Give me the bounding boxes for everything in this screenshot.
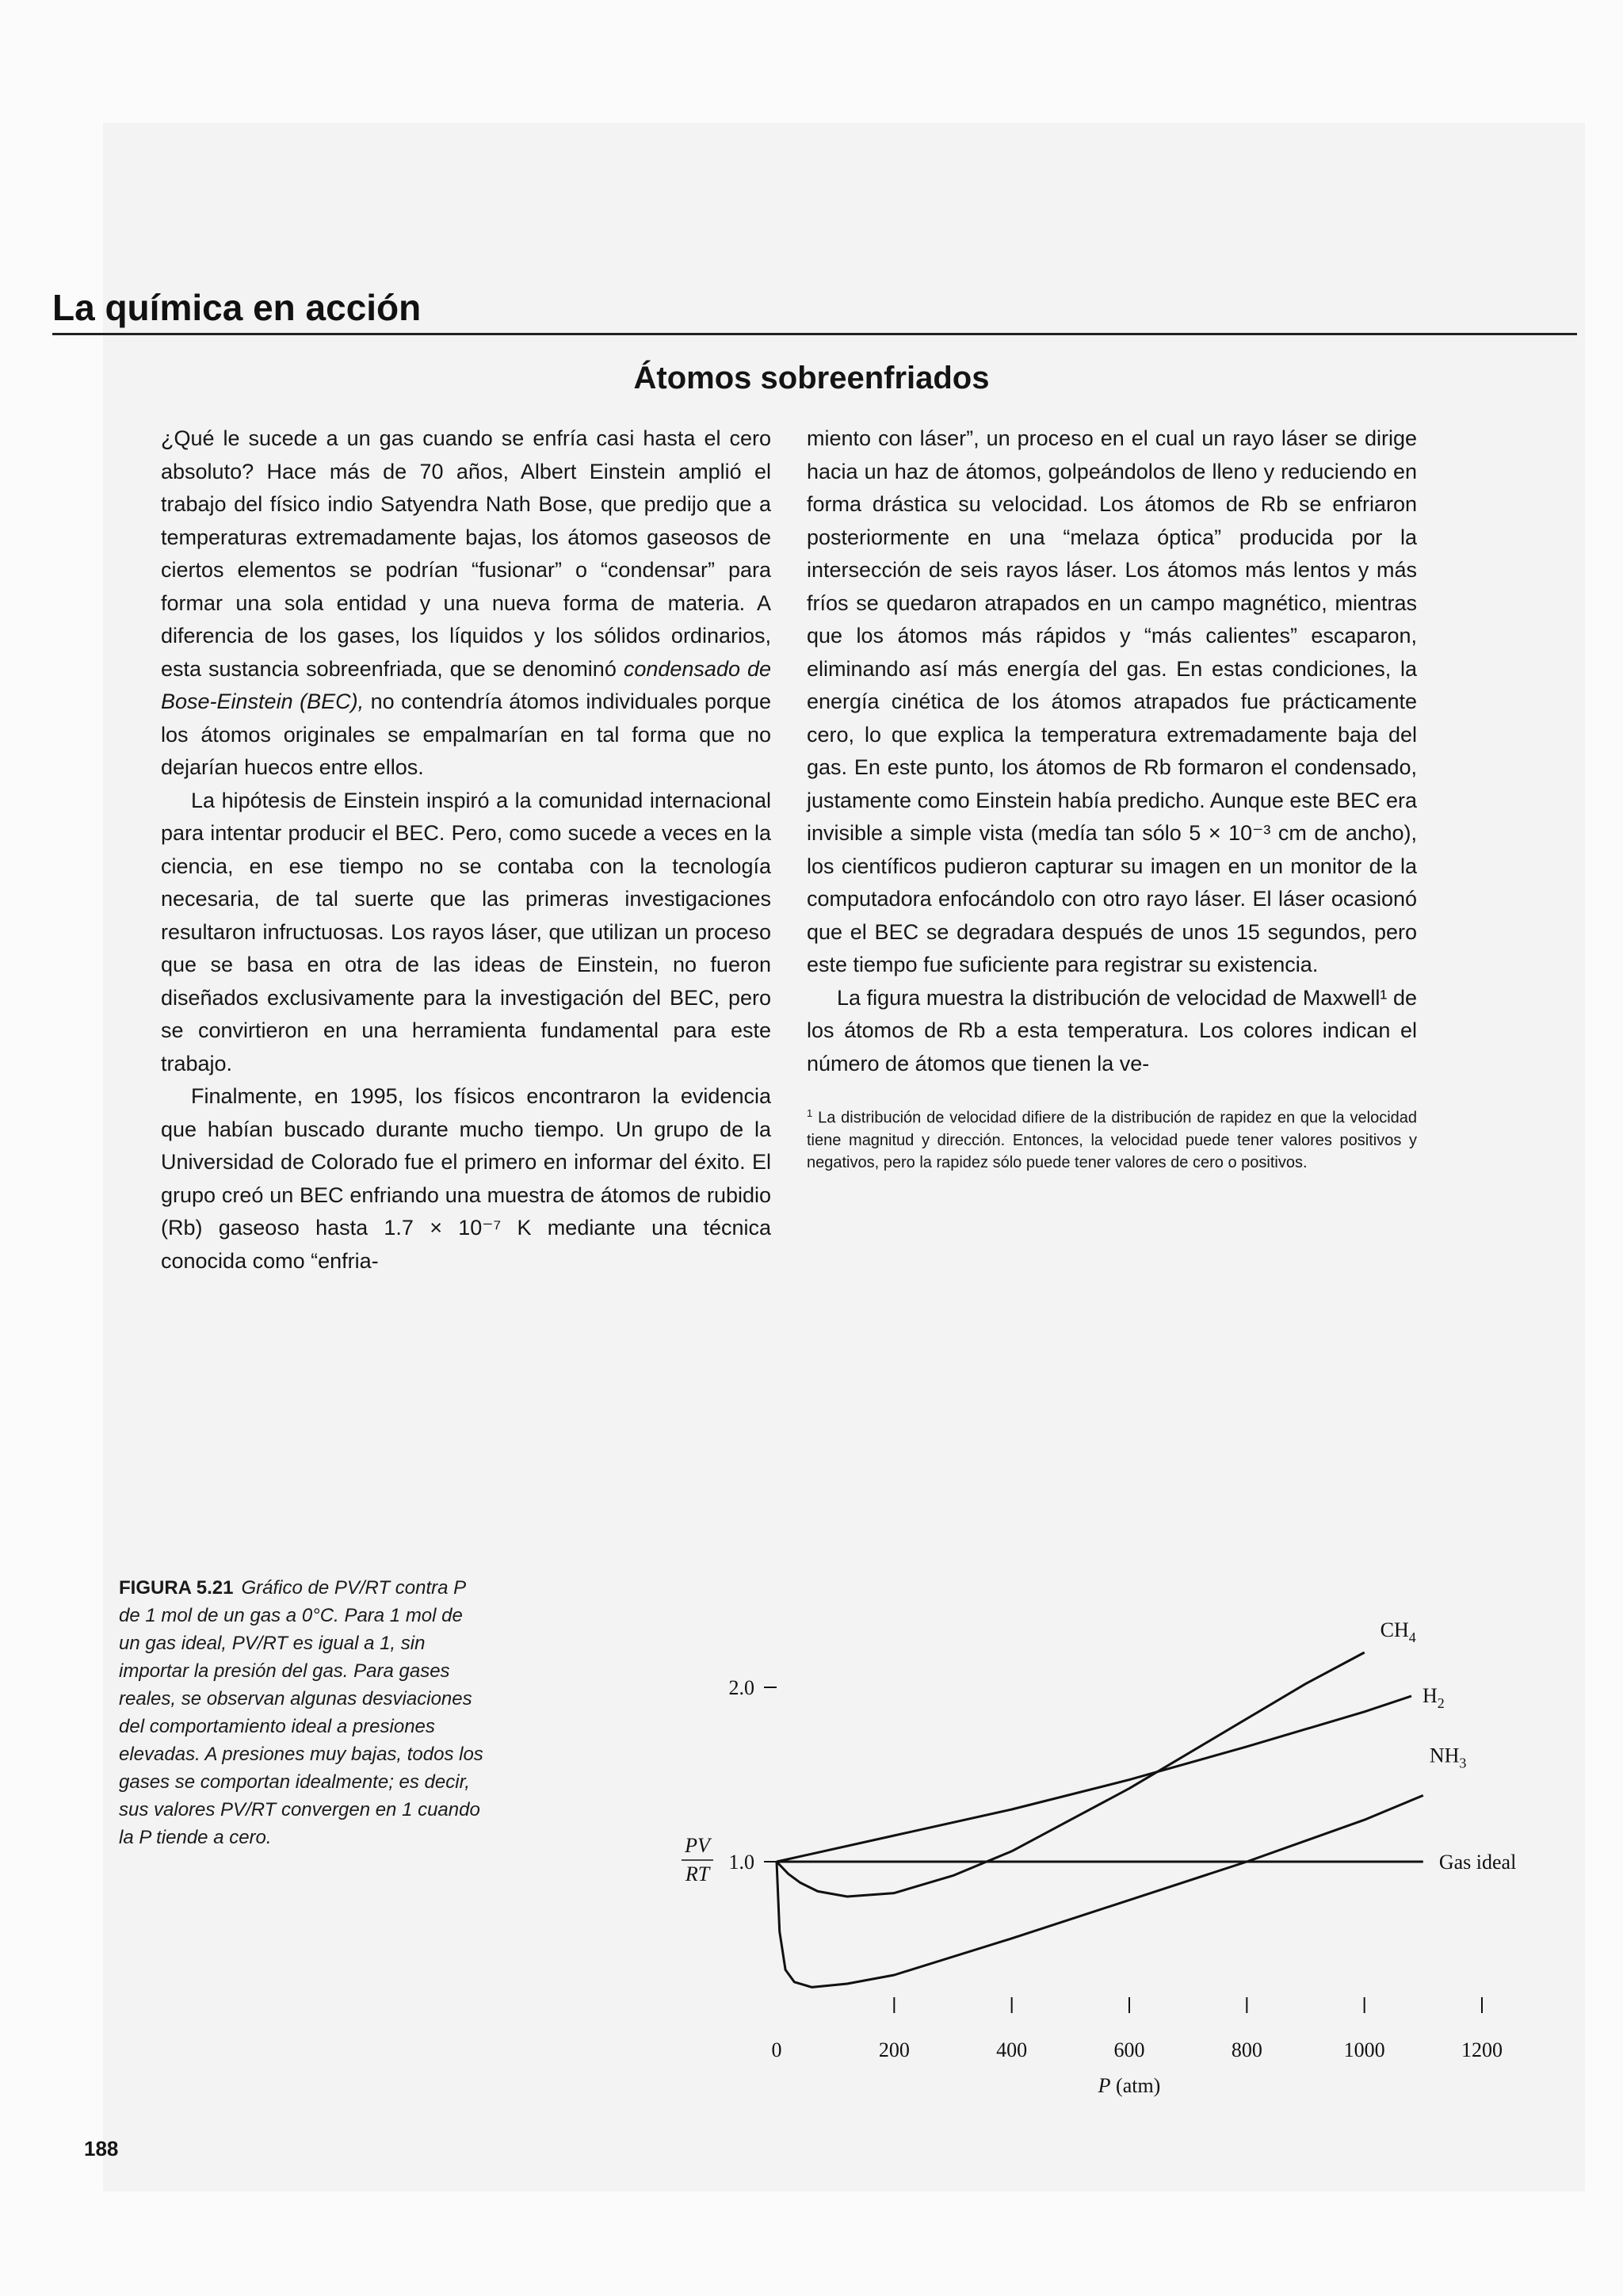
- left-paragraph-3: Finalmente, en 1995, los físicos encontraron la evidencia que habían buscado durante mucho tiempo. Un grupo de la Universidad de Colorado fue el primero en informar del éxito. El grupo creó un BEC enfriando una muestra de átomos de rubidio (Rb) gaseoso hasta 1.7 × 10⁻⁷ K mediante una técnica conocida como “enfria-: [161, 1084, 771, 1273]
- series-line-nh3: [777, 1795, 1423, 1987]
- right-column: [807, 422, 1417, 1174]
- series-label-h2: $H_2$: [1423, 1684, 1445, 1711]
- pv-rt-chart: [658, 1557, 1553, 2112]
- x-tick-label: 0: [771, 2038, 782, 2061]
- section-divider: [52, 333, 1577, 335]
- y-axis-label-numerator: PV: [685, 1834, 710, 1857]
- section-title: La química en acción: [52, 287, 422, 328]
- right-paragraph-2: La figura muestra la distribución de velocidad de Maxwell¹ de los átomos de Rb a esta temperatura. Los colores indican el número de átomos que tienen la ve-: [807, 985, 1417, 1075]
- box-title: Átomos sobreenfriados: [633, 361, 990, 395]
- left-paragraph-1: ¿Qué le sucede a un gas cuando se enfría casi hasta el cero absoluto? Hace más de 70 años, Albert Einstein amplió el trabajo del físico indio Satyendra Nath Bose, que predijo que a temperaturas extremadamente bajas, los átomos gaseosos de ciertos elementos se podrían “fusionar” o “condensar” para formar una sola entidad y una nueva forma de materia. A diferencia de los gases, los líquidos y los sólidos ordinarios, esta sustancia sobreenfriada, que se denominó condensado de Bose-Einstein (BEC), no contendría átomos individuales porque los átomos originales se empalmarían en tal forma que no dejarían huecos entre ellos.: [161, 426, 771, 779]
- series-label-nh3: $NH_3$: [1429, 1744, 1467, 1771]
- x-tick-label: 600: [1113, 2038, 1145, 2061]
- footnote: $^1$ La distribución de velocidad difiere de la distribución de rapidez en que la velocidad tiene magnitud y dirección. Entonces, la velocidad puede tener valores positivos y negativos, pero la rapidez sólo puede tener valores de cero o positivos.: [807, 1107, 1417, 1171]
- y-tick-label: 2.0: [728, 1676, 754, 1699]
- series-label-gas-ideal: Gas ideal: [1438, 1851, 1517, 1874]
- figure-caption: [119, 1574, 487, 1851]
- y-tick-label: 1.0: [728, 1851, 754, 1874]
- bec-term: condensado de Bose-Einstein (BEC),: [161, 656, 771, 713]
- x-tick-label: 200: [878, 2038, 910, 2061]
- series-label-ch4: $CH_4$: [1380, 1618, 1416, 1645]
- figure-label: FIGURA 5.21: [119, 1577, 234, 1599]
- y-axis-label-denominator: RT: [685, 1862, 710, 1885]
- x-tick-label: 1200: [1461, 2038, 1503, 2061]
- left-column: [161, 422, 771, 1278]
- footnote-mark: 1: [807, 1107, 813, 1119]
- x-tick-label: 400: [996, 2038, 1028, 2061]
- left-paragraph-2: La hipótesis de Einstein inspiró a la comunidad internacional para intentar producir el BEC. Pero, como sucede a veces en la ciencia, en ese tiempo no se contaba con la tecnología necesaria, de tal suerte que las primeras investigaciones resultaron infructuosas. Los rayos láser, que utilizan un proceso que se basa en otra de las ideas de Einstein, no fueron diseñados exclusivamente para la investigación del BEC, pero se convirtieron en una herramienta fundamental para este trabajo.: [161, 788, 771, 1075]
- x-axis-label: P (atm): [1098, 2074, 1161, 2097]
- right-paragraph-1: miento con láser”, un proceso en el cual un rayo láser se dirige hacia un haz de átomos, golpeándolos de lleno y reduciendo en forma drástica su velocidad. Los átomos de Rb se enfriaron posteriormente en una “melaza óptica” producida por la intersección de seis rayos láser. Los átomos más lentos y más fríos se quedaron atrapados en un campo magnético, mientras que los átomos más rápidos y “más calientes” escaparon, eliminando así más energía del gas. En estas condiciones, la energía cinética de los átomos atrapados fue prácticamente cero, lo que explica la temperatura extremadamente baja del gas. En este punto, los átomos de Rb formaron el condensado, justamente como Einstein había predicho. Aunque este BEC era invisible a simple vista (medía tan sólo 5 × 10⁻³ cm de ancho), los científicos pudieron capturar su imagen en un monitor de la computadora enfocándolo con otro rayo láser. El láser ocasionó que el BEC se degradara después de unos 15 segundos, pero este tiempo fue suficiente para registrar su existencia.: [807, 426, 1417, 976]
- series-line-ch4: [777, 1652, 1365, 1897]
- x-tick-label: 800: [1231, 2038, 1262, 2061]
- x-tick-label: 1000: [1343, 2038, 1385, 2061]
- page-number: 188: [84, 2137, 119, 2160]
- figure-caption-text: Gráfico de PV/RT contra P de 1 mol de un gas a 0°C. Para 1 mol de un gas ideal, PV/RT es igual a 1, sin importar la presión del gas. Para gases reales, se observan algunas desviaciones del comportamiento ideal a presiones elevadas. A presiones muy bajas, todos los gases se comportan idealmente; es decir, sus valores PV/RT convergen en 1 cuando la P tiende a cero.: [119, 1577, 483, 1848]
